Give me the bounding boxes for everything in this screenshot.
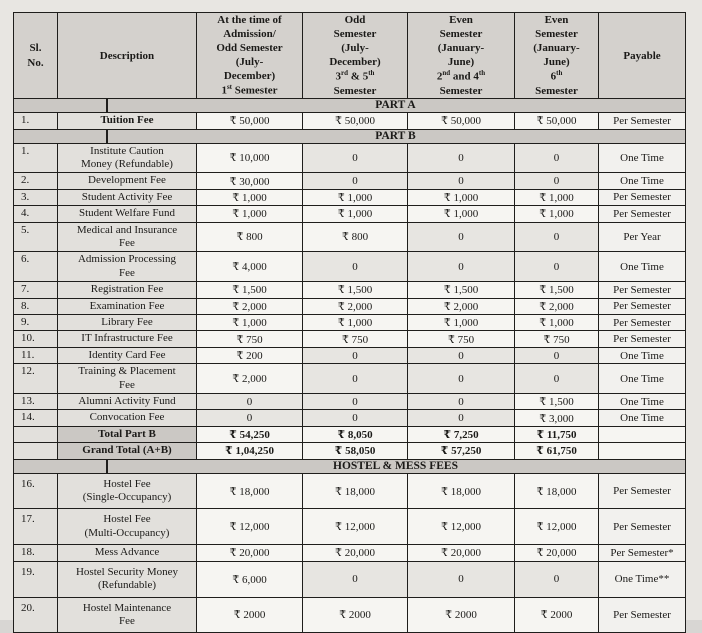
section-band-part-b — [14, 129, 686, 143]
value-cell-sem2: 0 — [303, 143, 408, 173]
value-cell-sem1: ₹ 50,000 — [197, 113, 303, 129]
value-cell-sem4: ₹ 61,750 — [515, 443, 599, 459]
table-row — [14, 394, 686, 410]
table-row — [14, 545, 686, 561]
value-cell-sem3: 0 — [408, 222, 515, 252]
value-cell-sem3: ₹ 18,000 — [408, 473, 515, 509]
value-cell-sem1: ₹ 1,000 — [197, 206, 303, 222]
column-header-1: Description — [58, 13, 197, 99]
sl-no-cell: 18. — [14, 545, 58, 561]
sl-no-cell: 20. — [14, 597, 58, 633]
value-cell-sem4: ₹ 1,000 — [515, 315, 599, 331]
value-cell-sem1: ₹ 4,000 — [197, 252, 303, 282]
table-row — [14, 473, 686, 509]
value-cell-sem2: ₹ 20,000 — [303, 545, 408, 561]
description-cell: Hostel Security Money (Refundable) — [58, 561, 197, 597]
value-cell-sem1: ₹ 20,000 — [197, 545, 303, 561]
payable-cell: One Time — [599, 143, 686, 173]
sl-no-cell: 14. — [14, 410, 58, 426]
payable-cell: One Time — [599, 252, 686, 282]
section-band-cell — [14, 459, 686, 473]
table-row — [14, 252, 686, 282]
value-cell-sem3: ₹ 7,250 — [408, 426, 515, 442]
value-cell-sem3: ₹ 2,000 — [408, 298, 515, 314]
description-cell: Medical and Insurance Fee — [58, 222, 197, 252]
payable-cell: Per Semester — [599, 509, 686, 545]
value-cell-sem2: ₹ 8,050 — [303, 426, 408, 442]
value-cell-sem2: ₹ 2,000 — [303, 298, 408, 314]
description-cell: Library Fee — [58, 315, 197, 331]
value-cell-sem1: ₹ 54,250 — [197, 426, 303, 442]
value-cell-sem4: ₹ 2000 — [515, 597, 599, 633]
section-band-part-a — [14, 99, 686, 113]
value-cell-sem2: 0 — [303, 410, 408, 426]
value-cell-sem4: ₹ 11,750 — [515, 426, 599, 442]
section-band-cell — [14, 99, 686, 113]
description-cell: Hostel Fee (Single-Occupancy) — [58, 473, 197, 509]
payable-cell: Per Year — [599, 222, 686, 252]
table-row — [14, 597, 686, 633]
value-cell-sem4: ₹ 12,000 — [515, 509, 599, 545]
payable-cell: Per Semester — [599, 597, 686, 633]
header-row — [14, 13, 686, 99]
table-row — [14, 282, 686, 298]
value-cell-sem3: 0 — [408, 364, 515, 394]
column-header-2: At the time of Admission/ Odd Semester (July- December) 1st Semester — [197, 13, 303, 99]
description-cell: Institute Caution Money (Refundable) — [58, 143, 197, 173]
payable-cell: One Time — [599, 394, 686, 410]
value-cell-sem1: ₹ 1,04,250 — [197, 443, 303, 459]
value-cell-sem2: 0 — [303, 347, 408, 363]
description-cell: Student Activity Fee — [58, 189, 197, 205]
payable-cell: Per Semester* — [599, 545, 686, 561]
table-row — [14, 509, 686, 545]
payable-cell — [599, 426, 686, 442]
value-cell-sem2: ₹ 58,050 — [303, 443, 408, 459]
description-cell: Development Fee — [58, 173, 197, 189]
payable-cell — [599, 443, 686, 459]
value-cell-sem3: ₹ 1,500 — [408, 282, 515, 298]
value-cell-sem1: ₹ 18,000 — [197, 473, 303, 509]
payable-cell: Per Semester — [599, 189, 686, 205]
value-cell-sem2: ₹ 1,000 — [303, 189, 408, 205]
table-row — [14, 443, 686, 459]
table-row — [14, 206, 686, 222]
sl-no-cell: 11. — [14, 347, 58, 363]
sl-no-cell: 6. — [14, 252, 58, 282]
value-cell-sem3: 0 — [408, 561, 515, 597]
value-cell-sem4: 0 — [515, 173, 599, 189]
value-cell-sem4: ₹ 1,500 — [515, 394, 599, 410]
value-cell-sem1: 0 — [197, 394, 303, 410]
value-cell-sem1: ₹ 200 — [197, 347, 303, 363]
value-cell-sem2: 0 — [303, 394, 408, 410]
description-cell: Total Part B — [58, 426, 197, 442]
sl-no-cell: 4. — [14, 206, 58, 222]
value-cell-sem3: ₹ 2000 — [408, 597, 515, 633]
column-header-5: Even Semester (January- June) 6th Semester — [515, 13, 599, 99]
value-cell-sem3: ₹ 1,000 — [408, 315, 515, 331]
fee-table-header — [14, 13, 686, 99]
description-cell: Hostel Fee (Multi-Occupancy) — [58, 509, 197, 545]
sl-no-cell: 16. — [14, 473, 58, 509]
description-cell: Convocation Fee — [58, 410, 197, 426]
column-header-6: Payable — [599, 13, 686, 99]
value-cell-sem1: ₹ 30,000 — [197, 173, 303, 189]
description-cell: Training & Placement Fee — [58, 364, 197, 394]
value-cell-sem3: ₹ 20,000 — [408, 545, 515, 561]
value-cell-sem1: ₹ 6,000 — [197, 561, 303, 597]
value-cell-sem3: ₹ 50,000 — [408, 113, 515, 129]
value-cell-sem1: ₹ 1,000 — [197, 189, 303, 205]
value-cell-sem3: 0 — [408, 173, 515, 189]
table-row — [14, 561, 686, 597]
description-cell: Tuition Fee — [58, 113, 197, 129]
value-cell-sem3: 0 — [408, 252, 515, 282]
value-cell-sem1: ₹ 800 — [197, 222, 303, 252]
column-header-0: Sl. No. — [14, 13, 58, 99]
fee-table — [13, 12, 686, 633]
sl-no-cell — [14, 426, 58, 442]
payable-cell: Per Semester — [599, 298, 686, 314]
table-row — [14, 315, 686, 331]
value-cell-sem4: ₹ 1,000 — [515, 189, 599, 205]
description-cell: Student Welfare Fund — [58, 206, 197, 222]
value-cell-sem4: 0 — [515, 561, 599, 597]
value-cell-sem4: ₹ 1,500 — [515, 282, 599, 298]
value-cell-sem1: ₹ 1,000 — [197, 315, 303, 331]
value-cell-sem1: ₹ 750 — [197, 331, 303, 347]
sl-no-cell: 1. — [14, 143, 58, 173]
description-cell: Grand Total (A+B) — [58, 443, 197, 459]
value-cell-sem3: 0 — [408, 410, 515, 426]
value-cell-sem4: 0 — [515, 222, 599, 252]
value-cell-sem2: ₹ 18,000 — [303, 473, 408, 509]
payable-cell: One Time — [599, 173, 686, 189]
value-cell-sem2: 0 — [303, 561, 408, 597]
value-cell-sem2: ₹ 50,000 — [303, 113, 408, 129]
value-cell-sem4: 0 — [515, 143, 599, 173]
value-cell-sem4: 0 — [515, 347, 599, 363]
value-cell-sem4: ₹ 750 — [515, 331, 599, 347]
value-cell-sem2: ₹ 1,000 — [303, 206, 408, 222]
description-cell: Admission Processing Fee — [58, 252, 197, 282]
sl-no-cell: 5. — [14, 222, 58, 252]
value-cell-sem2: 0 — [303, 173, 408, 189]
sl-no-cell: 3. — [14, 189, 58, 205]
payable-cell: Per Semester — [599, 473, 686, 509]
payable-cell: One Time** — [599, 561, 686, 597]
table-row — [14, 173, 686, 189]
description-cell: Identity Card Fee — [58, 347, 197, 363]
payable-cell: Per Semester — [599, 315, 686, 331]
table-row — [14, 331, 686, 347]
value-cell-sem4: ₹ 3,000 — [515, 410, 599, 426]
sl-no-cell: 10. — [14, 331, 58, 347]
payable-cell: Per Semester — [599, 206, 686, 222]
value-cell-sem2: 0 — [303, 364, 408, 394]
fee-table-body — [14, 99, 686, 633]
table-row — [14, 222, 686, 252]
table-row — [14, 113, 686, 129]
payable-cell: Per Semester — [599, 113, 686, 129]
value-cell-sem3: ₹ 1,000 — [408, 189, 515, 205]
description-cell: Mess Advance — [58, 545, 197, 561]
value-cell-sem1: ₹ 1,500 — [197, 282, 303, 298]
description-cell: Alumni Activity Fund — [58, 394, 197, 410]
section-band-cell — [14, 129, 686, 143]
value-cell-sem2: ₹ 12,000 — [303, 509, 408, 545]
sl-no-cell: 17. — [14, 509, 58, 545]
value-cell-sem3: 0 — [408, 394, 515, 410]
value-cell-sem1: ₹ 2000 — [197, 597, 303, 633]
value-cell-sem4: ₹ 18,000 — [515, 473, 599, 509]
value-cell-sem3: ₹ 12,000 — [408, 509, 515, 545]
value-cell-sem2: ₹ 800 — [303, 222, 408, 252]
section-band-label: PART B — [375, 129, 416, 142]
value-cell-sem1: ₹ 2,000 — [197, 364, 303, 394]
payable-cell: One Time — [599, 347, 686, 363]
value-cell-sem3: ₹ 57,250 — [408, 443, 515, 459]
table-row — [14, 364, 686, 394]
value-cell-sem2: 0 — [303, 252, 408, 282]
value-cell-sem3: ₹ 750 — [408, 331, 515, 347]
value-cell-sem2: ₹ 1,000 — [303, 315, 408, 331]
table-row — [14, 347, 686, 363]
value-cell-sem4: 0 — [515, 364, 599, 394]
value-cell-sem3: 0 — [408, 143, 515, 173]
value-cell-sem3: 0 — [408, 347, 515, 363]
table-row — [14, 298, 686, 314]
sl-no-cell: 8. — [14, 298, 58, 314]
payable-cell: One Time — [599, 410, 686, 426]
table-row — [14, 189, 686, 205]
sl-no-cell: 13. — [14, 394, 58, 410]
payable-cell: Per Semester — [599, 282, 686, 298]
sl-no-cell: 7. — [14, 282, 58, 298]
table-row — [14, 410, 686, 426]
description-cell: Registration Fee — [58, 282, 197, 298]
table-row — [14, 143, 686, 173]
sl-no-cell: 9. — [14, 315, 58, 331]
value-cell-sem2: ₹ 1,500 — [303, 282, 408, 298]
value-cell-sem4: 0 — [515, 252, 599, 282]
sl-no-cell: 19. — [14, 561, 58, 597]
section-band-hostel-mess — [14, 459, 686, 473]
sl-no-cell: 12. — [14, 364, 58, 394]
column-header-4: Even Semester (January- June) 2nd and 4th Semester — [408, 13, 515, 99]
value-cell-sem1: ₹ 2,000 — [197, 298, 303, 314]
payable-cell: One Time — [599, 364, 686, 394]
sl-no-cell: 1. — [14, 113, 58, 129]
value-cell-sem3: ₹ 1,000 — [408, 206, 515, 222]
sl-no-cell — [14, 443, 58, 459]
sl-no-cell: 2. — [14, 173, 58, 189]
value-cell-sem4: ₹ 2,000 — [515, 298, 599, 314]
section-band-label: HOSTEL & MESS FEES — [333, 459, 458, 472]
value-cell-sem1: ₹ 10,000 — [197, 143, 303, 173]
value-cell-sem4: ₹ 50,000 — [515, 113, 599, 129]
column-header-3: Odd Semester (July- December) 3rd & 5th Semester — [303, 13, 408, 99]
value-cell-sem4: ₹ 1,000 — [515, 206, 599, 222]
section-band-label: PART A — [375, 99, 416, 112]
description-cell: Examination Fee — [58, 298, 197, 314]
table-row — [14, 426, 686, 442]
value-cell-sem1: 0 — [197, 410, 303, 426]
value-cell-sem1: ₹ 12,000 — [197, 509, 303, 545]
value-cell-sem4: ₹ 20,000 — [515, 545, 599, 561]
description-cell: IT Infrastructure Fee — [58, 331, 197, 347]
value-cell-sem2: ₹ 750 — [303, 331, 408, 347]
value-cell-sem2: ₹ 2000 — [303, 597, 408, 633]
description-cell: Hostel Maintenance Fee — [58, 597, 197, 633]
payable-cell: Per Semester — [599, 331, 686, 347]
